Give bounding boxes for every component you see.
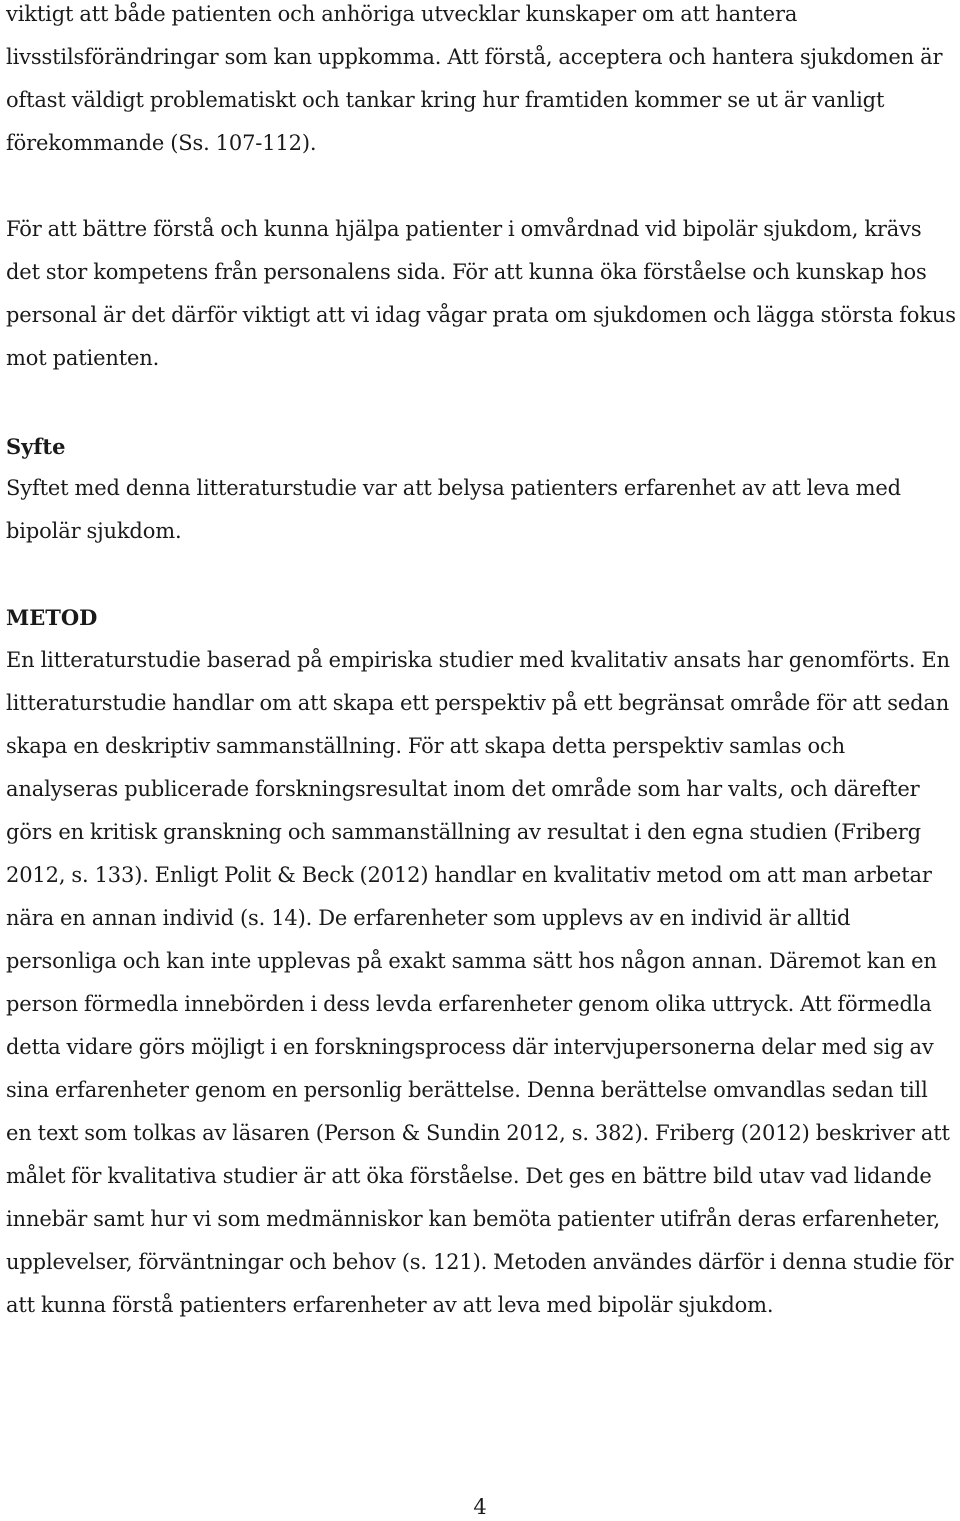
intro-paragraph: viktigt att både patienten och anhöriga utvecklar kunskaper om att hantera livsstilsförändringar som kan uppkomma. Att förstå, acceptera och hantera sjukdomen är oftast väldigt problematiskt och tankar kring hur framtiden kommer se ut är vanligt förekommande (Ss. 107-112). <box>6 2 943 155</box>
syfte-paragraph: Syftet med denna litteraturstudie var att belysa patienters erfarenhet av att leva med bipolär sjukdom. <box>6 476 901 543</box>
metod-paragraph: En litteraturstudie baserad på empiriska studier med kvalitativ ansats har genomförts. En litteraturstudie handlar om att skapa ett perspektiv på ett begränsat område för att sedan skapa en deskriptiv sammanställning. För att skapa detta perspektiv samlas och analyseras publicerade forskningsresultat inom det område som har valts, och därefter görs en kritisk granskning och sammanställning av resultat i den egna studien (Friberg 2012, s. 133). Enligt Polit & Beck (2012) handlar en kvalitativ metod om att man arbetar nära en annan individ (s. 14). De erfarenheter som upplevs av en individ är alltid personliga och kan inte upplevas på exakt samma sätt hos någon annan. Däremot kan en person förmedla innebörden i dess levda erfarenheter genom olika uttryck. Att förmedla detta vidare görs möjligt i en forskningsprocess där intervjupersonerna delar med sig av sina erfarenheter genom en personlig berättelse. Denna berättelse omvandlas sedan till en text som tolkas av läsaren (Person & Sundin 2012, s. 382). Friberg (2012) beskriver att målet för kvalitativa studier är att öka förståelse. Det ges en bättre bild utav vad lidande innebär samt hur vi som medmänniskor kan bemöta patienter utifrån deras erfarenheter, upplevelser, förväntningar och behov (s. 121). Metoden användes därför i denna studie för att kunna förstå patienters erfarenheter av att leva med bipolär sjukdom. <box>6 648 954 1317</box>
competence-paragraph: För att bättre förstå och kunna hjälpa patienter i omvårdnad vid bipolär sjukdom, krävs det stor kompetens från personalens sida. För att kunna öka förståelse och kunskap hos personal är det därför viktigt att vi idag vågar prata om sjukdomen och lägga största fokus mot patienten. <box>6 217 956 370</box>
metod-heading: METOD <box>6 605 98 630</box>
syfte-heading: Syfte <box>6 434 66 459</box>
page-number: 4 <box>473 1495 487 1519</box>
